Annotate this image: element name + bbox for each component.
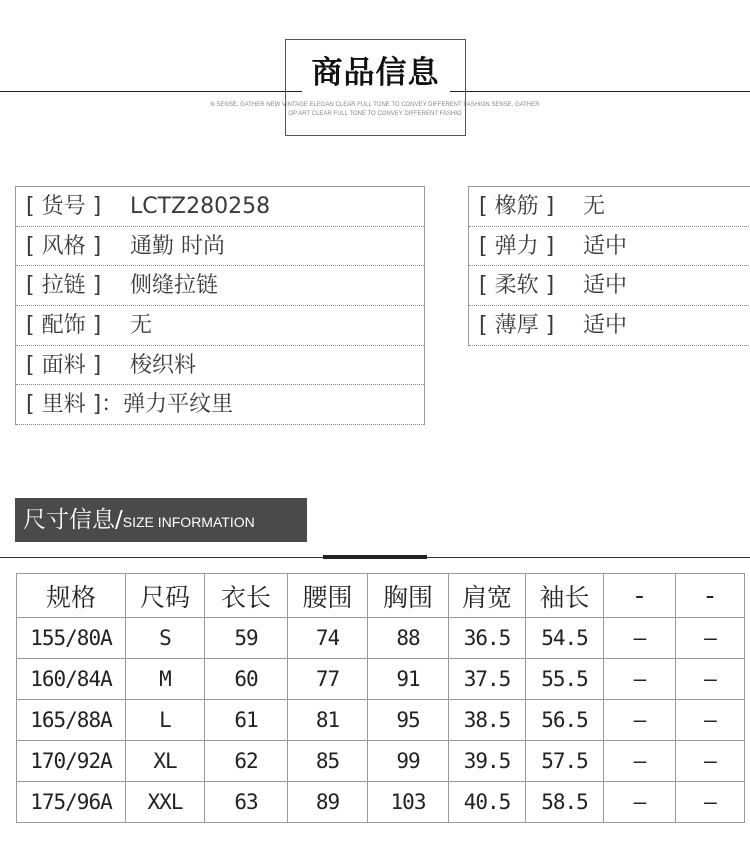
table-cell: 58.5 [526, 782, 604, 823]
table-cell: 39.5 [449, 741, 526, 782]
table-cell: 77 [288, 659, 368, 700]
table-cell: M [126, 659, 205, 700]
table-cell: 85 [288, 741, 368, 782]
table-cell: 175/96A [17, 782, 126, 823]
attribute-row [16, 187, 424, 227]
table-row [17, 659, 745, 700]
attribute-value: 无 [583, 194, 606, 219]
table-cell: 89 [288, 782, 368, 823]
size-column-header: 腰围 [288, 574, 368, 618]
attribute-key: [ 橡筋 ] [479, 194, 555, 219]
table-cell: — [604, 659, 676, 700]
size-column-header: 袖长 [526, 574, 604, 618]
table-cell: 37.5 [449, 659, 526, 700]
table-cell: 62 [205, 741, 288, 782]
table-cell: 55.5 [526, 659, 604, 700]
table-cell: XXL [126, 782, 205, 823]
attribute-value: LCTZ280258 [130, 194, 271, 219]
attributes-table-left [15, 186, 425, 425]
subtitle-line-2: OP ART CLEAR FULL TONE TO CONVEY DIFFERENT FASHIO [288, 111, 462, 117]
size-column-header: 肩宽 [449, 574, 526, 618]
size-title-cn: 尺寸信息/ [23, 507, 123, 533]
table-cell: S [126, 618, 205, 659]
table-cell: — [676, 700, 745, 741]
table-cell: 60 [205, 659, 288, 700]
attribute-value: 适中 [583, 273, 628, 299]
page-title: 商品信息 [311, 55, 440, 91]
table-cell: 103 [368, 782, 449, 823]
attribute-value: 弹力平纹里 [123, 392, 234, 418]
table-cell: 57.5 [526, 741, 604, 782]
size-title-en: SIZE INFORMATION [122, 514, 255, 530]
attribute-value: 通勤 时尚 [130, 233, 225, 259]
attribute-row [16, 227, 424, 267]
size-column-header: 衣长 [205, 574, 288, 618]
table-row [17, 782, 745, 823]
subtitle-line-1: N SENSE, GATHER NEW VINTAGE ELEGAN CLEAR FULL TONE TO CONVEY DIFFERENT FASHION SENSE, GATHER [210, 102, 540, 108]
table-cell: — [604, 700, 676, 741]
size-column-header: 规格 [17, 574, 126, 618]
table-cell: 99 [368, 741, 449, 782]
attribute-key: [ 风格 ] [26, 233, 102, 259]
table-cell: 74 [288, 618, 368, 659]
attribute-value: 适中 [583, 233, 628, 259]
table-cell: 88 [368, 618, 449, 659]
attribute-value: 梭织料 [130, 352, 197, 378]
table-cell: 54.5 [526, 618, 604, 659]
table-cell: — [676, 782, 745, 823]
table-cell: L [126, 700, 205, 741]
table-row [17, 741, 745, 782]
table-cell: 61 [205, 700, 288, 741]
size-table-header-row [17, 574, 745, 618]
attribute-row [16, 266, 424, 306]
attribute-key: [ 拉链 ] [26, 273, 102, 299]
table-cell: 95 [368, 700, 449, 741]
table-row [17, 700, 745, 741]
size-divider-accent [323, 555, 427, 559]
attributes-table-right [468, 186, 750, 346]
table-cell: 63 [205, 782, 288, 823]
attribute-row [469, 227, 750, 267]
size-table [16, 573, 745, 823]
attribute-value: 无 [130, 313, 153, 339]
attribute-row [469, 187, 750, 227]
table-cell: XL [126, 741, 205, 782]
size-column-header: 胸围 [368, 574, 449, 618]
table-cell: — [676, 741, 745, 782]
attribute-row [16, 385, 424, 425]
table-cell: 38.5 [449, 700, 526, 741]
table-cell: 40.5 [449, 782, 526, 823]
attribute-row [16, 306, 424, 346]
attribute-key: [ 面料 ] [26, 352, 102, 378]
table-cell: 59 [205, 618, 288, 659]
attribute-key: [ 薄厚 ] [479, 313, 555, 339]
size-column-header: 尺码 [126, 574, 205, 618]
size-column-header: - [676, 574, 745, 618]
attribute-row [469, 306, 750, 346]
attribute-separator: ： [101, 392, 124, 418]
table-cell: — [604, 618, 676, 659]
table-cell: 36.5 [449, 618, 526, 659]
table-cell: 170/92A [17, 741, 126, 782]
table-cell: — [676, 659, 745, 700]
attribute-row [469, 266, 750, 306]
table-cell: — [604, 782, 676, 823]
size-section-header [15, 498, 307, 542]
table-cell: 160/84A [17, 659, 126, 700]
table-cell: — [604, 741, 676, 782]
table-cell: 56.5 [526, 700, 604, 741]
table-cell: 155/80A [17, 618, 126, 659]
table-row [17, 618, 745, 659]
size-column-header: - [604, 574, 676, 618]
table-cell: 165/88A [17, 700, 126, 741]
attribute-value: 适中 [583, 313, 628, 339]
attribute-key: [ 弹力 ] [479, 233, 555, 259]
table-cell: 81 [288, 700, 368, 741]
attribute-value: 侧缝拉链 [130, 273, 219, 299]
attribute-key: [ 里料 ] [26, 392, 102, 418]
table-cell: 91 [368, 659, 449, 700]
attribute-key: [ 柔软 ] [479, 273, 555, 299]
attribute-row [16, 346, 424, 386]
attribute-key: [ 货号 ] [26, 194, 102, 219]
attribute-key: [ 配饰 ] [26, 313, 102, 339]
table-cell: — [676, 618, 745, 659]
